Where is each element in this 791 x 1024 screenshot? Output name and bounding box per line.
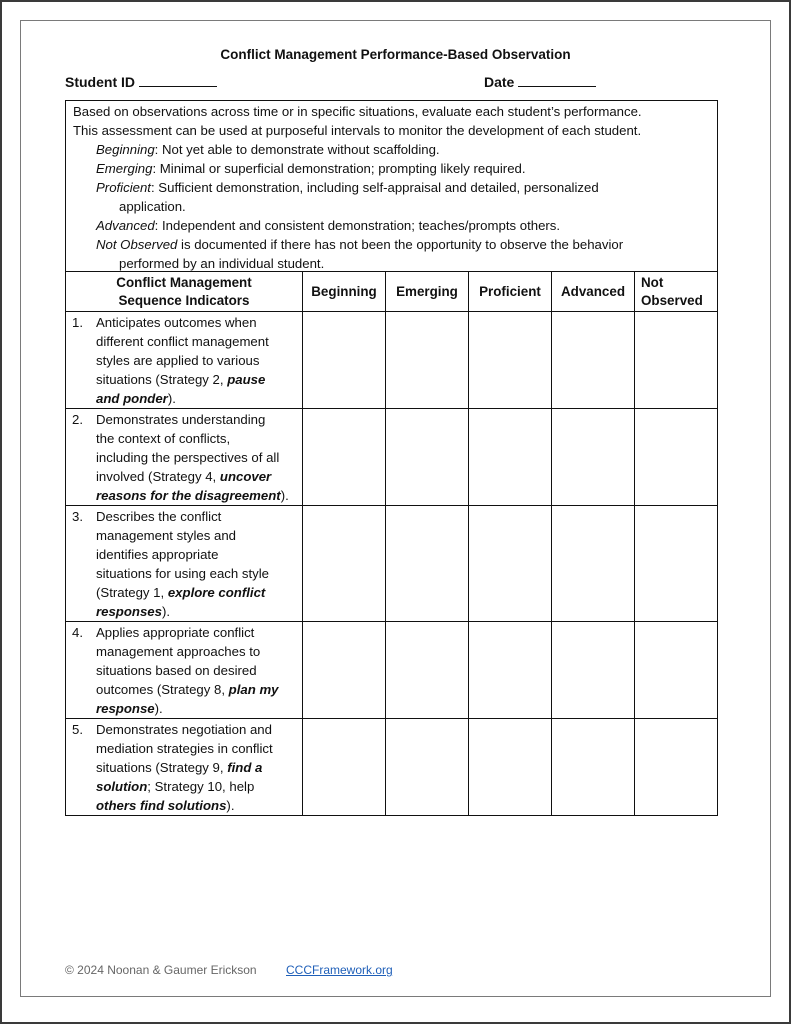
- definition-beginning: Beginning: Not yet able to demonstrate without scaffolding.: [96, 142, 440, 157]
- page-title: Conflict Management Performance-Based Observation: [220, 47, 571, 62]
- header-beginning: Beginning: [303, 272, 386, 312]
- rating-cell-advanced[interactable]: [552, 719, 635, 816]
- indicator-4: 4. Applies appropriate conflict management approaches to situations based on desired outcomes (Strategy 8, plan my response).: [66, 622, 303, 719]
- table-row: [66, 622, 718, 719]
- table-row: [66, 409, 718, 506]
- header-not-observed: Not Observed: [635, 272, 718, 312]
- rating-cell-emerging[interactable]: [386, 719, 469, 816]
- definition-emerging: Emerging: Minimal or superficial demonstration; prompting likely required.: [96, 161, 526, 176]
- rating-cell-beginning[interactable]: [303, 312, 386, 409]
- header-indicators: Conflict Management Sequence Indicators: [66, 272, 303, 312]
- table-row: [66, 719, 718, 816]
- date-label: Date: [484, 74, 515, 90]
- indicator-3: 3. Describes the conflict management styles and identifies appropriate situations for using each style (Strategy 1, explore conflict responses).: [66, 506, 303, 622]
- date-blank[interactable]: [518, 74, 596, 87]
- footer-copyright: © 2024 Noonan & Gaumer Erickson: [65, 963, 257, 977]
- rating-cell-not-observed[interactable]: [635, 719, 718, 816]
- header-emerging: Emerging: [386, 272, 469, 312]
- definition-proficient: Proficient: Sufficient demonstration, including self-appraisal and detailed, personalized application.: [96, 180, 599, 214]
- rating-cell-proficient[interactable]: [469, 506, 552, 622]
- rating-cell-emerging[interactable]: [386, 622, 469, 719]
- indicator-1: 1. Anticipates outcomes when different conflict management styles are applied to various situations (Strategy 2, pause and ponder).: [66, 312, 303, 409]
- rating-cell-not-observed[interactable]: [635, 312, 718, 409]
- indicator-5: 5. Demonstrates negotiation and mediation strategies in conflict situations (Strategy 9, find a solution; Strategy 10, help others find solutions).: [66, 719, 303, 816]
- table-header-row: [66, 272, 718, 312]
- student-id-field[interactable]: [65, 74, 217, 90]
- rating-cell-advanced[interactable]: [552, 506, 635, 622]
- header-proficient: Proficient: [469, 272, 552, 312]
- instructions-line-1: Based on observations across time or in specific situations, evaluate each student’s performance.: [73, 104, 642, 119]
- rating-cell-beginning[interactable]: [303, 409, 386, 506]
- definition-not-observed: Not Observed is documented if there has not been the opportunity to observe the behavior performed by an individual student.: [96, 237, 624, 271]
- rating-cell-not-observed[interactable]: [635, 622, 718, 719]
- rating-cell-not-observed[interactable]: [635, 409, 718, 506]
- instructions-box: [65, 100, 718, 271]
- student-id-label: Student ID: [65, 74, 135, 90]
- table-row: [66, 312, 718, 409]
- rating-cell-beginning[interactable]: [303, 719, 386, 816]
- definition-advanced: Advanced: Independent and consistent demonstration; teaches/prompts others.: [96, 218, 561, 233]
- footer-link[interactable]: CCCFramework.org: [286, 963, 393, 977]
- rating-cell-not-observed[interactable]: [635, 506, 718, 622]
- rating-cell-emerging[interactable]: [386, 506, 469, 622]
- student-id-blank[interactable]: [139, 74, 217, 87]
- instructions-line-2: This assessment can be used at purposeful intervals to monitor the development of each student.: [73, 123, 642, 138]
- rating-cell-emerging[interactable]: [386, 312, 469, 409]
- rating-cell-proficient[interactable]: [469, 622, 552, 719]
- header-advanced: Advanced: [552, 272, 635, 312]
- observation-table: [65, 271, 718, 816]
- rating-cell-proficient[interactable]: [469, 312, 552, 409]
- date-field[interactable]: [484, 74, 596, 90]
- rating-cell-advanced[interactable]: [552, 409, 635, 506]
- rating-cell-beginning[interactable]: [303, 506, 386, 622]
- table-row: [66, 506, 718, 622]
- rating-cell-advanced[interactable]: [552, 622, 635, 719]
- indicator-2: 2. Demonstrates understanding the context of conflicts, including the perspectives of all involved (Strategy 4, uncover reasons for the disagreement).: [66, 409, 303, 506]
- rating-cell-proficient[interactable]: [469, 719, 552, 816]
- rating-cell-beginning[interactable]: [303, 622, 386, 719]
- rating-cell-emerging[interactable]: [386, 409, 469, 506]
- rating-cell-proficient[interactable]: [469, 409, 552, 506]
- rating-cell-advanced[interactable]: [552, 312, 635, 409]
